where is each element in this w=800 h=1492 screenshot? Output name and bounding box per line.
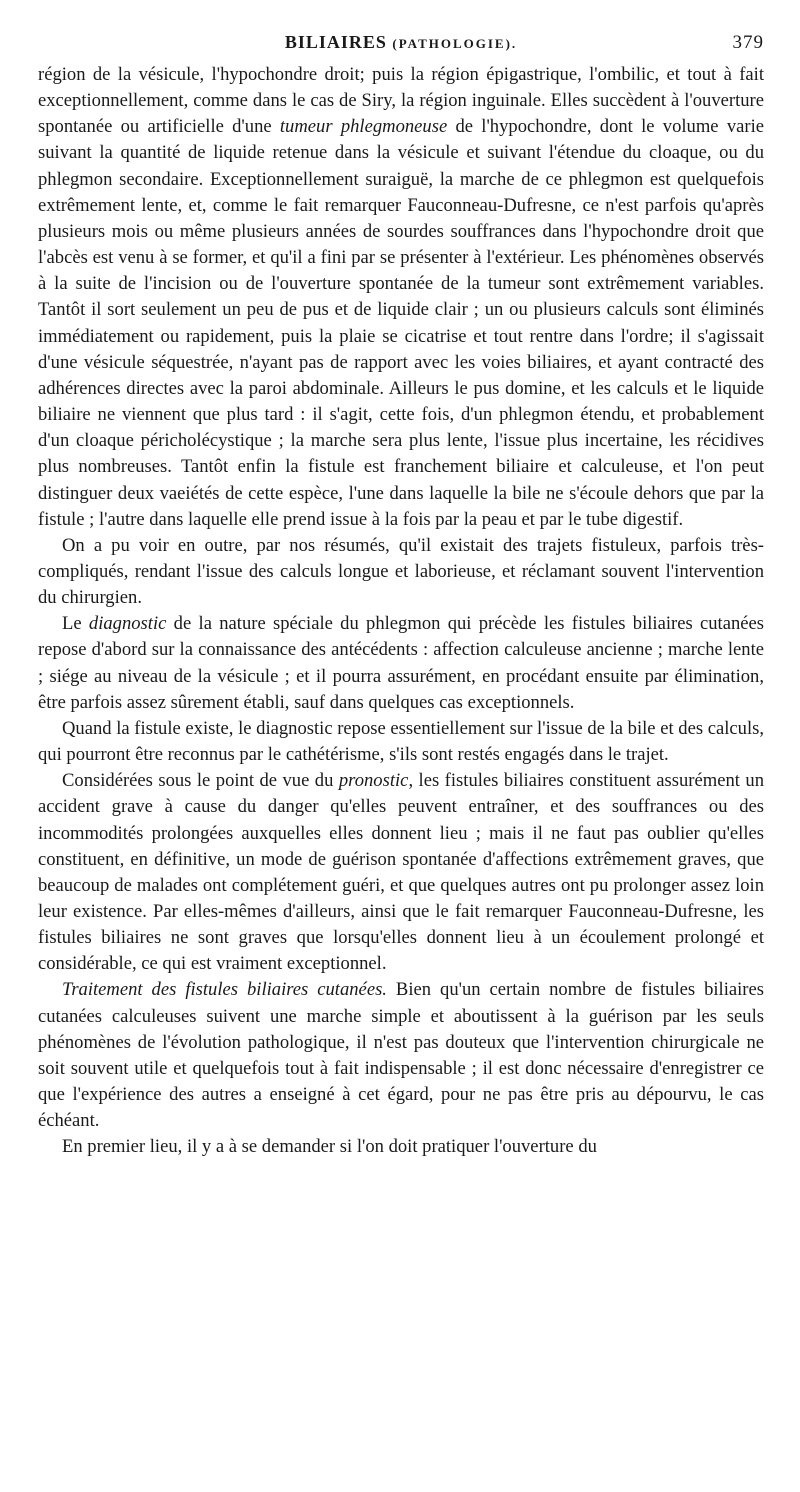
running-title-main: BILIAIRES	[284, 32, 387, 52]
running-title	[38, 32, 764, 53]
paragraph	[38, 977, 764, 1134]
text-run: , les fistules biliaires constituent assurément un accident grave à cause du danger qu'elles peuvent entraîner, et des souffrances ou des incommodités prolongées auxquelles elles donnent lieu ; mais il ne faut pas oublier qu'elles constituent, en définitive, un mode de guérison spontanée d'affections extrêmement graves, que beaucoup de malades ont complétement guéri, et que quelques autres ont pu prolonger assez loin leur existence. Par elles-mêmes d'ailleurs, ainsi que le fait remarquer Fauconneau-Dufresne, les fistules biliaires ne sont graves que lorsqu'elles donnent lieu à un écoulement prolongé et considérable, ce qui est vraiment exceptionnel.	[38, 770, 764, 975]
running-head	[38, 28, 764, 60]
paragraph	[38, 62, 764, 533]
page-number: 379	[732, 32, 764, 53]
running-title-sub: (PATHOLOGIE).	[392, 36, 518, 51]
text-run: de l'hypochondre, dont le volume varie suivant la quantité de liquide retenue dans la vésicule et suivant l'étendue du cloaque, ou du phlegmon secondaire. Exceptionnellement suraiguë, la marche de ce phlegmon est quelquefois extrêmement lente, et, comme le fait remarquer Fauconneau-Dufresne, ce n'est parfois qu'après plusieurs mois ou même plusieurs années de sourdes souffrances dans l'hypochondre droit que l'abcès est venu à se former, et qu'il a fini par se présenter à l'extérieur. Les phénomènes observés à la suite de l'incision ou de l'ouverture spontanée de la tumeur sont extrêmement variables. Tantôt il sort seulement un peu de pus et de liquide clair ; un ou plusieurs calculs sont éliminés immédiatement ou rapidement, puis la plaie se cicatrise et tout rentre dans l'ordre; il s'agissait d'une vésicule séquestrée, n'ayant pas de rapport avec les voies biliaires, et ayant contracté des adhérences directes avec la paroi abdominale. Ailleurs le pus domine, et les calculs et le liquide biliaire ne viennent que plus tard : il s'agit, cette fois, d'un phlegmon étendu, et probablement d'un cloaque péricholécystique ; la marche sera plus lente, l'issue plus incertaine, les récidives plus nombreuses. Tantôt enfin la fistule est franchement biliaire et calculeuse, et l'on peut distinguer deux vaeiétés de cette espèce, l'une dans laquelle la bile ne s'écoule dehors que par la fistule ; l'autre dans laquelle elle prend issue à la fois par la peau et par le tube digestif.	[38, 116, 764, 530]
page-body	[38, 62, 764, 1161]
paragraph	[38, 533, 764, 611]
paragraph	[38, 768, 764, 977]
paragraph	[38, 611, 764, 716]
paragraph	[38, 1134, 764, 1160]
italic-text: Traitement des fistules biliaires cutanées.	[62, 979, 387, 1001]
text-run: Considérées sous le point de vue du	[62, 770, 339, 792]
italic-text: tumeur phlegmoneuse	[279, 116, 448, 138]
text-run: Quand la fistule existe, le diagnostic repose essentiellement sur l'issue de la bile et des calculs, qui pourront être reconnus par le cathétérisme, s'ils sont restés engagés dans le trajet.	[38, 717, 764, 766]
text-run: En premier lieu, il y a à se demander si l'on doit pratiquer l'ouverture du	[62, 1136, 597, 1158]
text-run: Bien qu'un certain nombre de fistules biliaires cutanées calculeuses suivent une marche simple et aboutissent à la guérison par les seuls phénomènes de l'évolution pathologique, il n'est pas douteux que l'intervention chirurgicale ne soit souvent utile et quelquefois tout à fait indispensable ; il est donc nécessaire d'enregistrer ce que l'expérience des autres a enseigné à cet égard, pour ne pas être pris au dépourvu, le cas échéant.	[38, 979, 764, 1132]
italic-text: diagnostic	[88, 613, 167, 635]
text-run: On a pu voir en outre, par nos résumés, qu'il existait des trajets fistuleux, parfois très-compliqués, rendant l'issue des calculs longue et laborieuse, et réclamant souvent l'intervention du chirurgien.	[38, 534, 764, 609]
text-run: région de la vésicule, l'hypochondre droit; puis la région épigastrique, l'ombilic, et tout à fait exceptionnellement, comme dans le cas de Siry, la région inguinale. Elles succèdent à l'ouverture spontanée ou artificielle d'une	[38, 64, 764, 138]
paragraph	[38, 716, 764, 768]
text-run: de la nature spéciale du phlegmon qui précède les fistules biliaires cutanées repose d'abord sur la connaissance des antécédents : affection calculeuse ancienne ; marche lente ; siége au niveau de la vésicule ; et il pourra assurément, en procédant ensuite par élimination, être parfois assez sûrement établi, sauf dans quelques cas exceptionnels.	[38, 613, 764, 713]
italic-text: pronostic	[338, 770, 409, 792]
text-run: Le	[62, 613, 89, 635]
